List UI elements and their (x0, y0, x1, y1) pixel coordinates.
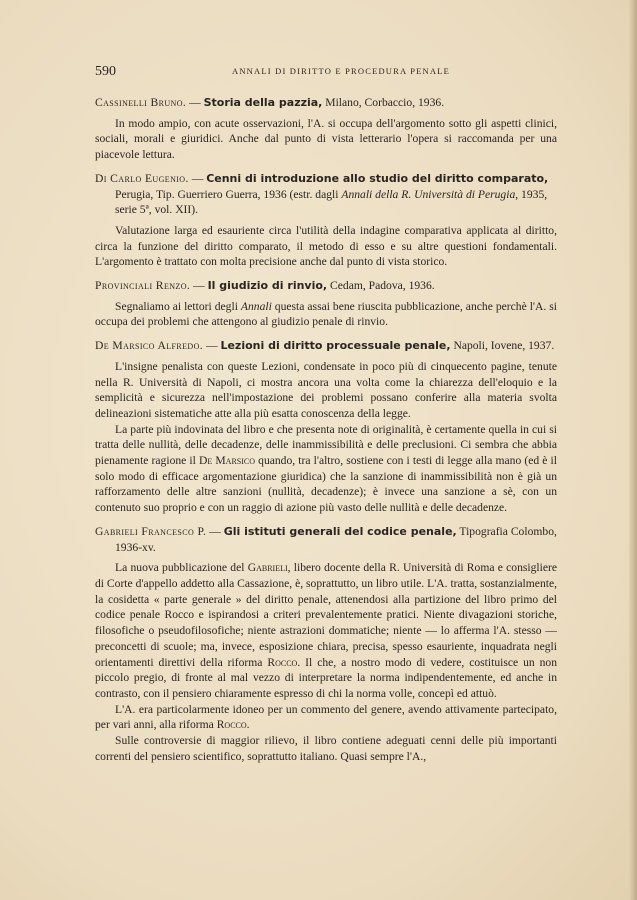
paragraph-smallcaps: Rocco. (267, 655, 301, 669)
entry-paragraph (95, 299, 557, 330)
paragraph-smallcaps: Gabrieli, (247, 561, 291, 575)
entry-paragraph (95, 560, 557, 701)
entry-heading (95, 95, 557, 111)
paragraph-italic: Annali (240, 299, 272, 313)
paragraph-text: L'A. era particolarmente idoneo per un commento del genere, avendo attivamente partecipato, per vari anni, alla riforma (95, 702, 557, 732)
entry-publication: Tipografia Colombo, 1936-xv. (115, 524, 557, 554)
entry-paragraph (95, 702, 557, 733)
entry-publication: Napoli, Iovene, 1937. (450, 339, 555, 353)
page-edge-shadow (629, 0, 637, 900)
entry-paragraph: L'insigne penalista con queste Lezioni, condensate in poco più di cinquecento pagine, tenute nella R. Università di Napoli, ci mostra ancora una volta come la chiarezza dell'eloquio e la semplicità e sicurezza nell'impostazione dei problemi possano conferire alla materia svolta delineazioni sistematiche atte alla più esatta conoscenza della legge. (95, 359, 557, 420)
entry-title: Gli istituti generali del codice penale, (223, 524, 457, 538)
paragraph-text: quando, tra l'altro, sostiene con i testi di legge alla mano (ed è il solo modo di efficace argomentazione giuridica) che la sanzione di inammissibilità non è già un rafforzamento delle altre sanzioni (nullità, decadenze); è invece una sanzione a sè, con un contenuto suo proprio e con un raggio di azione più vasto delle nullità e delle decadenze. (95, 454, 557, 515)
paragraph-text: Il che, a nostro modo di vedere, costituisce un non piccolo pregio, di fronte al mal vezzo di interpretare la norma indipendentemente, ed anche in contrasto, con il pensiero chiaramente espresso di chi la norma volle, concepì ed attuò. (95, 655, 558, 700)
entry-title: Cenni di introduzione allo studio del diritto comparato, (206, 171, 549, 185)
paragraph-text: La nuova pubblicazione del (115, 561, 248, 575)
entry-publication: Perugia, Tip. Guerriero Guerra, 1936 (estr. dagli (115, 187, 342, 201)
running-header (95, 64, 557, 82)
entry-author: Cassinelli Bruno. (95, 96, 187, 109)
entry-publication: Cedam, Padova, 1936. (327, 279, 435, 293)
entry-publication-tail: 1935, serie 5ª, vol. XII). (115, 187, 548, 217)
entry-title: Il giudizio di rinvio, (207, 279, 328, 293)
entry-heading (95, 338, 557, 354)
entry-publication-italic: Annali della R. Università di Perugia, (341, 187, 519, 201)
entry-title: Storia della pazzia, (203, 96, 323, 109)
paragraph-text: questa assai bene riuscita pubblicazione, anche perchè l'A. si occupa dei problemi che attengono al giudizio penale di rinvio. (95, 299, 557, 329)
page-content (95, 95, 557, 764)
entry-paragraph (95, 422, 557, 516)
entry-paragraph: Valutazione larga ed esauriente circa l'utilità della indagine comparativa applicata al diritto, circa la funzione del diritto comparato, il metodo di esso e su altre questioni fondamentali. L'argomento è trattato con molta precisione anche dal punto di vista storico. (95, 223, 557, 269)
paragraph-text: Segnaliamo ai lettori degli (115, 299, 241, 313)
paragraph-text: libero docente della R. Università di Roma e consigliere di Corte d'appello addetto alla Cassazione, è, soprattutto, un libro utile. L'A. tratta, sostanzialmente, la cosidetta « parte generale » del diritto penale, attenendosi alla partizione del libro primo del codice penale Rocco e ispirandosi a criteri prevalentemente pratici. Niente divagazioni storiche, filosofiche o pseudofilosofiche; niente astrazioni dommatiche; niente — lo afferma l'A. stesso — preconcetti di scuole; ma, invece, esposizione chiara, precisa, spesso esauriente, inquadrata negli orientamenti direttivi della riforma (95, 561, 558, 669)
entry-heading (95, 278, 557, 294)
entry-publication: Milano, Corbaccio, 1936. (322, 96, 445, 109)
entry-author: Gabrieli Francesco P. (95, 524, 207, 538)
page-number: 590 (95, 64, 116, 79)
paragraph-smallcaps: De Marsico (199, 454, 256, 468)
entry-author: De Marsico Alfredo. (95, 339, 204, 353)
paragraph-smallcaps: Rocco. (216, 718, 250, 732)
running-title: ANNALI DI DIRITTO E PROCEDURA PENALE (232, 66, 450, 76)
entry-heading (95, 524, 557, 555)
paragraph-text: La parte più indovinata del libro e che presenta note di originalità, è certamente quella in cui si tratta delle nullità, delle decadenze, delle inammissibilità e delle preclusioni. Ci sembra che abbia pienamente ragione il (95, 422, 557, 468)
entry-title: Lezioni di diritto processuale penale, (220, 339, 451, 353)
entry-paragraph: In modo ampio, con acute osservazioni, l'A. si occupa dell'argomento sotto gli aspetti clinici, sociali, morali e giuridici. Anche dal punto di vista letterario l'opera si raccomanda per una piacevole lettura. (95, 116, 557, 162)
entry-dash: — (188, 171, 207, 185)
entry-author: Di Carlo Eugenio. (95, 171, 189, 185)
entry-paragraph: Sulle controversie di maggior rilievo, il libro contiene adeguati cenni delle più importanti correnti del pensiero scientifico, soprattutto italiano. Quasi sempre l'A., (95, 734, 557, 763)
entry-dash: — (203, 339, 221, 353)
entry-dash: — (186, 96, 204, 109)
entry-author: Provinciali Renzo. (95, 279, 191, 293)
entry-dash: — (190, 279, 208, 293)
entry-dash: — (206, 524, 224, 538)
entry-heading (95, 171, 557, 218)
